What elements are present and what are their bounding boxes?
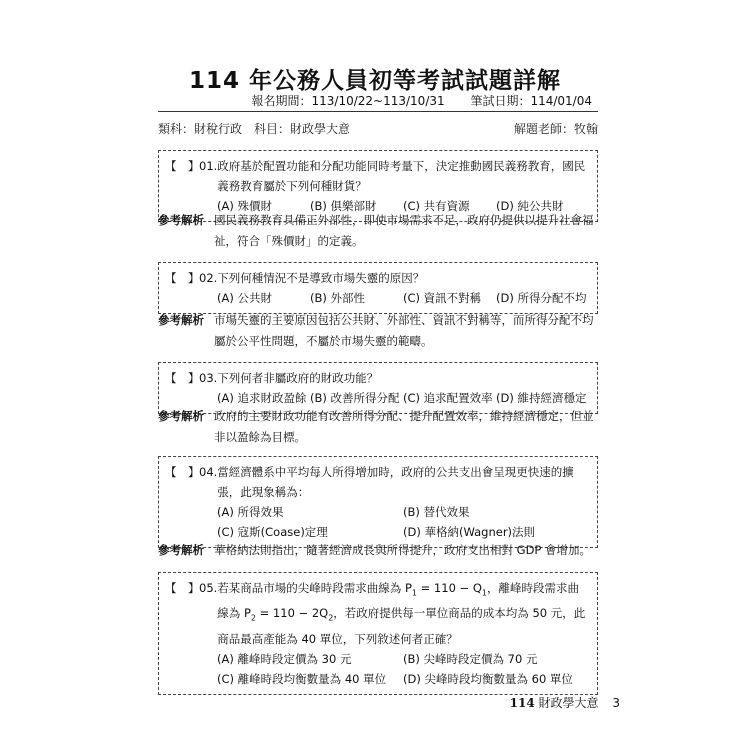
option-a: (A) 殊價財 (217, 199, 272, 213)
answer-explanation (158, 540, 598, 561)
registration-period: 報名期間：113/10/22~113/10/31 (251, 94, 445, 108)
question-text: 下列何種情況不是導致市場失靈的原因？ (217, 271, 425, 285)
category-subject: 類科：財稅行政 科目：財政學大意 (158, 122, 351, 136)
option-c: (C) 共有資源 (403, 199, 470, 213)
answer-text: 市場失靈的主要原因包括公共財、外部性、資訊不對稱等，而所得分配不均屬於公平性問題，不屬於市場失靈的範疇。 (214, 313, 594, 348)
question-text: 政府基於配置功能和分配功能同時考量下，決定推動國民義務教育，國民義務教育屬於下列何種財貨？ (217, 159, 586, 193)
option-c: (C) 追求配置效率 (403, 391, 493, 405)
option-a: (A) 追求財政盈餘 (217, 391, 307, 405)
answer-bracket: 【 】 (165, 271, 200, 285)
footer-book: 114 (509, 696, 535, 710)
question-number: 02. (199, 271, 218, 285)
question-number: 03. (199, 371, 218, 385)
exam-dates (230, 92, 592, 109)
option-c: (C) 資訊不對稱 (403, 291, 482, 305)
question-box (158, 262, 598, 314)
option-c: (C) 離峰時段均衡數量為 40 單位 (217, 671, 387, 686)
answer-text: 華格納法則指出，隨著經濟成長與所得提升，政府支出相對 GDP 會增加。 (214, 543, 592, 557)
option-d: (D) 維持經濟穩定 (496, 391, 587, 405)
option-c: (C) 寇斯(Coase)定理 (217, 525, 328, 539)
option-a: (A) 所得效果 (217, 505, 284, 519)
question-text: 若某商品市場的尖峰時段需求曲線為 $P_1 = 110 - Q_1$，離峰時段需求曲線為 $P_2 = 110 - 2Q_2$，若政府提供每一單位商品的成本均為 50 元，此商品最高產能為 40 單位，下列敘述何者正確？ (217, 581, 586, 646)
answer-label: 參考解析 (158, 213, 204, 227)
options (217, 502, 589, 542)
option-b: (B) 外部性 (310, 291, 366, 305)
question-box (158, 572, 598, 695)
answer-text: 政府的主要財政功能有改善所得分配、提升配置效率，維持經濟穩定，但並非以盈餘為目標。 (214, 409, 594, 444)
exam-date: 筆試日期：114/01/04 (470, 94, 592, 108)
option-d: (D) 純公共財 (496, 199, 564, 213)
answer-label: 參考解析 (158, 409, 204, 423)
question-number: 04. (199, 465, 218, 479)
question-text: 當經濟體系中平均每人所得增加時，政府的公共支出會呈現更快速的擴張，此現象稱為： (217, 465, 574, 499)
option-a: (A) 公共財 (217, 291, 272, 305)
answer-bracket: 【 】 (165, 371, 200, 385)
question-box (158, 456, 598, 548)
footer-subject: 財政學大意 (538, 696, 599, 710)
option-b: (B) 替代效果 (403, 505, 470, 519)
option-a: (A) 離峰時段定價為 30 元 (217, 651, 352, 666)
option-d: (D) 尖峰時段均衡數量為 60 單位 (403, 671, 573, 686)
header-divider (158, 111, 598, 112)
answer-explanation (158, 310, 598, 352)
answer-bracket: 【 】 (165, 581, 200, 595)
question-text: 下列何者非屬政府的財政功能？ (217, 371, 379, 385)
option-b: (B) 改善所得分配 (310, 391, 400, 405)
option-b: (B) 尖峰時段定價為 70 元 (403, 651, 538, 666)
page-title: 114 年公務人員初等考試試題詳解 (188, 68, 562, 94)
options (217, 388, 589, 408)
option-d: (D) 華格納(Wagner)法則 (403, 525, 536, 539)
question-number: 01. (199, 159, 218, 173)
answer-text: 國民義務教育具備正外部性，即使市場需求不足，政府仍提供以提升社會福祉，符合「殊價財」的定義。 (214, 213, 594, 248)
option-d: (D) 所得分配不均 (496, 291, 587, 305)
page-number: 3 (612, 696, 620, 710)
answer-explanation (158, 210, 598, 252)
options (217, 649, 589, 689)
answer-label: 參考解析 (158, 313, 204, 327)
options (217, 288, 589, 308)
answer-explanation (158, 406, 598, 448)
option-b: (B) 俱樂部財 (310, 199, 377, 213)
page-footer (510, 694, 620, 711)
answer-bracket: 【 】 (165, 465, 200, 479)
teacher: 解題老師：牧翰 (513, 122, 598, 136)
answer-label: 參考解析 (158, 543, 204, 557)
question-number: 05. (199, 581, 218, 595)
answer-bracket: 【 】 (165, 159, 200, 173)
